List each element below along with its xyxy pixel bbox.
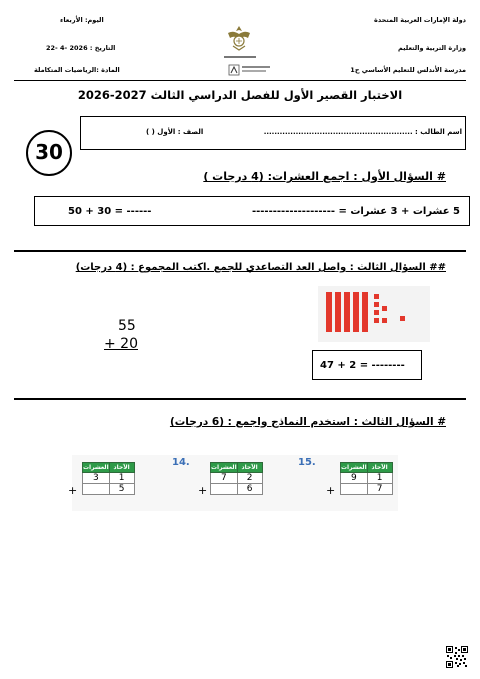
header-divider bbox=[14, 80, 466, 81]
ones-top: 2 bbox=[237, 473, 262, 484]
col-tens-header: العشرات bbox=[83, 464, 109, 471]
problem-number: 15. bbox=[298, 457, 316, 468]
qr-code bbox=[446, 646, 468, 668]
q2-vertical-top: 55 bbox=[118, 318, 136, 334]
ones-bottom: 5 bbox=[109, 484, 134, 495]
header-country: دولة الإمارات العربية المتحدة bbox=[374, 16, 466, 24]
ones-top: 1 bbox=[109, 473, 134, 484]
col-ones-header: الآحاد bbox=[237, 463, 262, 473]
col-ones-header: الآحاد bbox=[109, 463, 134, 473]
section-divider-1 bbox=[14, 250, 466, 252]
header-school: مدرسة الأندلس للتعليم الأساسي ح1 bbox=[350, 66, 466, 74]
q2-vertical-bottom: + 20 bbox=[104, 336, 138, 352]
q1-title: # السؤال الأول : اجمع العشرات: (4 درجات ) bbox=[203, 170, 446, 183]
tens-top: 9 bbox=[341, 473, 368, 484]
section-divider-2 bbox=[14, 398, 466, 400]
total-score: 30 bbox=[35, 140, 63, 164]
col-ones-header: الآحاد bbox=[367, 463, 392, 473]
header-ministry: وزارة التربية والتعليم bbox=[398, 44, 466, 52]
header-day: اليوم: الأربعاء bbox=[60, 16, 104, 24]
tens-bottom[interactable] bbox=[83, 484, 110, 495]
plus-sign: + bbox=[68, 484, 78, 497]
tens-bottom[interactable] bbox=[211, 484, 238, 495]
q3-problem-2-table bbox=[210, 462, 263, 495]
ones-bottom: 7 bbox=[367, 484, 392, 495]
q2-title: ## السؤال الثالث : واصل العد التصاعدي للجمع .اكتب المجموع : (4 درجات) bbox=[75, 262, 446, 273]
grade-field[interactable]: الصف : الأول ( ) bbox=[146, 128, 204, 136]
school-logo-text bbox=[242, 66, 270, 68]
q2-equation[interactable]: 47 + 2 = -------- bbox=[320, 360, 405, 371]
header-subject: المادة :الرياضيات المتكاملة bbox=[34, 66, 120, 74]
q1-item-numeric[interactable]: 50 + 30 = ------ bbox=[68, 206, 152, 217]
ones-top: 1 bbox=[367, 473, 392, 484]
q3-problem-1-table bbox=[82, 462, 135, 495]
tens-top: 3 bbox=[83, 473, 110, 484]
col-tens-header: العشرات bbox=[211, 464, 237, 471]
header-date: التاريخ : 2026 -4 -22 bbox=[46, 44, 116, 52]
emblem-ribbon bbox=[224, 56, 256, 58]
exam-title: الاختبار القصير الأول للفصل الدراسي الثالث 2027-2026 bbox=[77, 88, 403, 102]
school-logo-subtext bbox=[242, 70, 266, 72]
school-logo bbox=[228, 64, 240, 76]
student-name-field[interactable]: اسم الطالب : ........................................................ bbox=[263, 128, 462, 136]
plus-sign: + bbox=[198, 484, 208, 497]
problem-number: 14. bbox=[172, 457, 190, 468]
q1-item-tens[interactable]: 5 عشرات + 3 عشرات = -------------------- bbox=[251, 206, 460, 217]
q3-title: # السؤال الثالث : استخدم النماذج واجمع : (6 درجات) bbox=[169, 416, 446, 428]
col-tens-header: العشرات bbox=[341, 464, 367, 471]
plus-sign: + bbox=[326, 484, 336, 497]
q3-problem-3-table bbox=[340, 462, 393, 495]
tens-top: 7 bbox=[211, 473, 238, 484]
ones-bottom: 6 bbox=[237, 484, 262, 495]
tens-bottom[interactable] bbox=[341, 484, 368, 495]
base-ten-blocks bbox=[318, 286, 430, 342]
emblem-logo bbox=[226, 24, 252, 52]
